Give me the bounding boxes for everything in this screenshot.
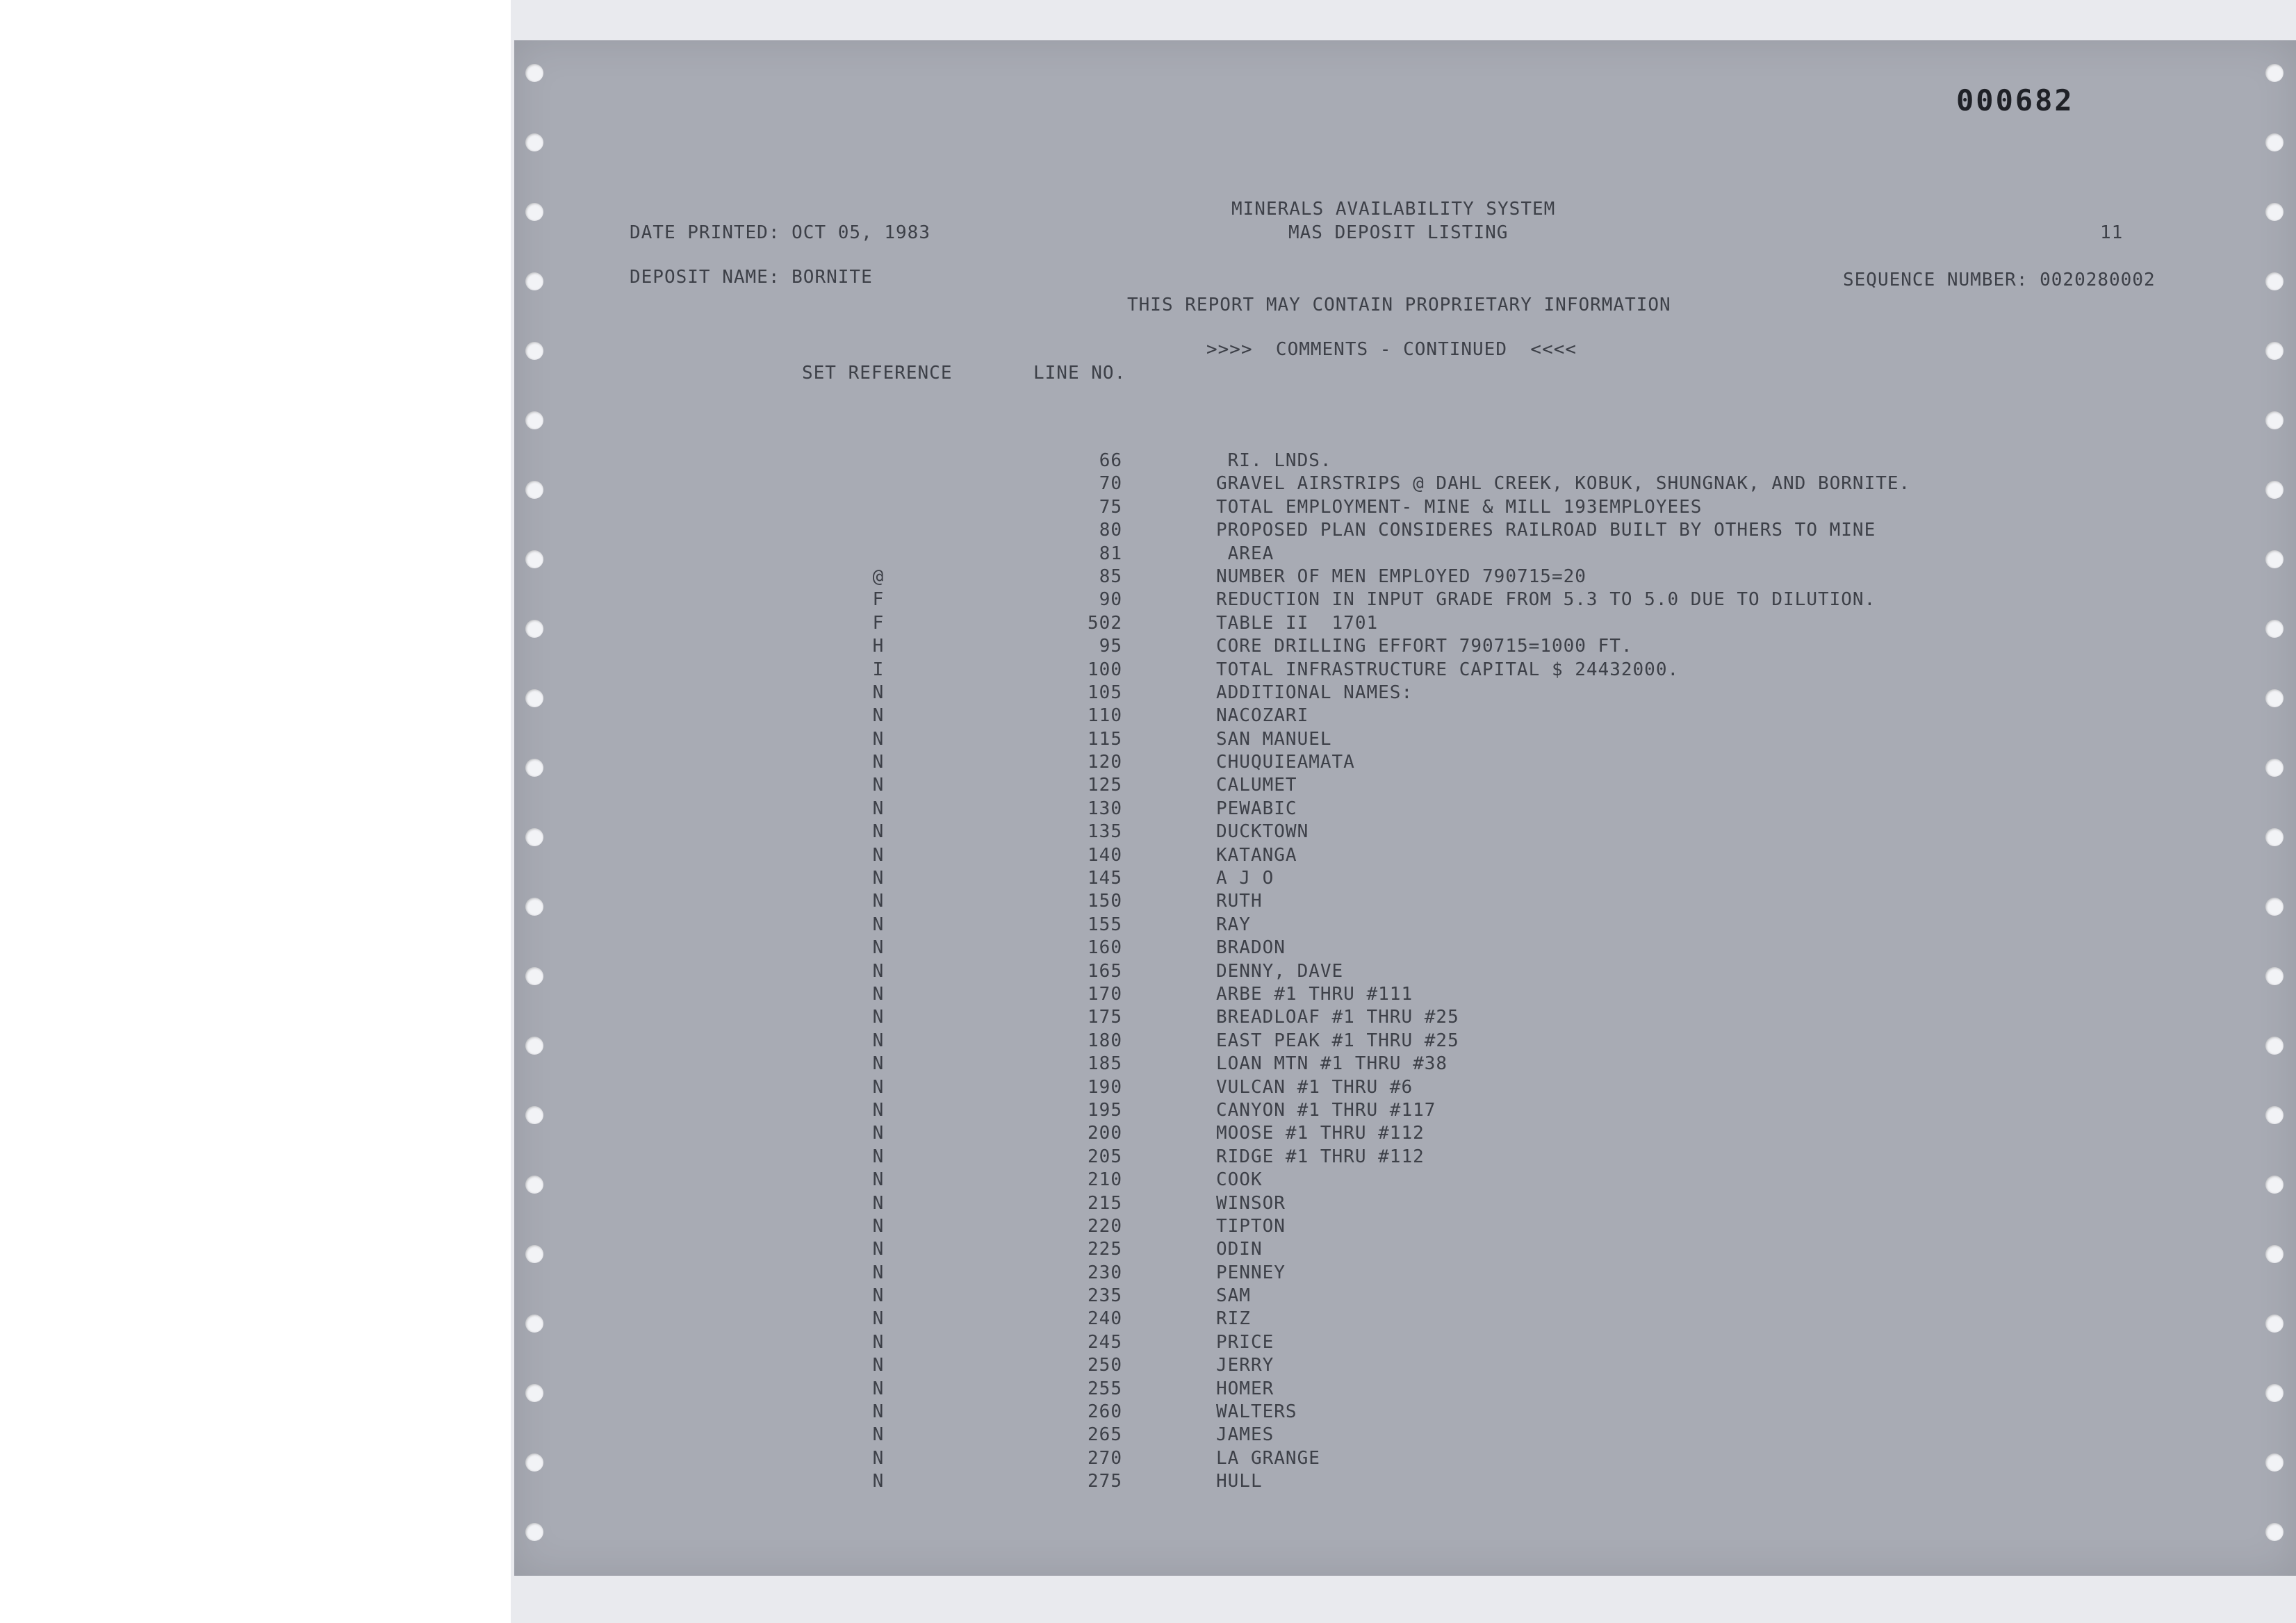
comment-cell: HULL — [1216, 1471, 1263, 1492]
table-row — [514, 1262, 2296, 1285]
set-reference-cell: N — [872, 1192, 885, 1214]
tractor-hole — [2265, 1523, 2283, 1541]
table-row — [514, 566, 2296, 589]
set-reference-cell: N — [872, 1308, 885, 1330]
sequence-number: SEQUENCE NUMBER: 0020280002 — [1843, 270, 2156, 290]
line-number-cell: 125 — [1088, 775, 1122, 796]
table-row — [514, 497, 2296, 520]
line-number-cell: 90 — [1099, 589, 1122, 611]
comment-cell: CHUQUIEAMATA — [1216, 752, 1355, 773]
set-reference-cell: N — [872, 1146, 885, 1167]
set-reference-cell: N — [872, 1030, 885, 1051]
comment-cell: JERRY — [1216, 1355, 1274, 1376]
set-reference-cell: N — [872, 1262, 885, 1283]
set-reference-cell: I — [872, 659, 885, 680]
table-row — [514, 589, 2296, 612]
comment-cell: PROPOSED PLAN CONSIDERES RAILROAD BUILT BY OTHERS TO MINE — [1216, 520, 1876, 541]
table-row — [514, 520, 2296, 543]
line-number-cell: 135 — [1088, 821, 1122, 843]
table-row — [514, 868, 2296, 891]
table-row — [514, 613, 2296, 636]
comment-cell: RAY — [1216, 914, 1251, 935]
set-reference-cell: N — [872, 1076, 885, 1098]
printout-sheet — [514, 40, 2296, 1576]
line-number-cell: 165 — [1088, 960, 1122, 982]
line-number-cell: 200 — [1088, 1123, 1122, 1144]
comment-cell: DENNY, DAVE — [1216, 960, 1344, 982]
set-reference-cell: F — [872, 589, 885, 611]
set-reference-cell: N — [872, 728, 885, 750]
tractor-hole — [525, 203, 543, 221]
comment-cell: REDUCTION IN INPUT GRADE FROM 5.3 TO 5.0 DUE TO DILUTION. — [1216, 589, 1876, 611]
line-number-cell: 80 — [1099, 520, 1122, 541]
comment-cell: JAMES — [1216, 1424, 1274, 1446]
line-number-cell: 185 — [1088, 1053, 1122, 1075]
table-row — [514, 937, 2296, 960]
comment-cell: RI. LNDS. — [1216, 450, 1332, 471]
table-row — [514, 1007, 2296, 1030]
line-no-header: LINE NO. — [1033, 363, 1126, 384]
set-reference-cell: N — [872, 1471, 885, 1492]
comment-cell: NUMBER OF MEN EMPLOYED 790715=20 — [1216, 566, 1586, 587]
tractor-hole — [525, 272, 543, 290]
line-number-cell: 190 — [1088, 1076, 1122, 1098]
comments-table — [514, 450, 2296, 1494]
set-reference-cell: N — [872, 868, 885, 889]
line-number-cell: 195 — [1088, 1099, 1122, 1121]
table-row — [514, 1471, 2296, 1494]
tractor-hole — [2265, 342, 2283, 360]
comment-cell: ODIN — [1216, 1239, 1263, 1260]
line-number-cell: 70 — [1099, 473, 1122, 495]
set-reference-cell: N — [872, 1215, 885, 1237]
tractor-hole — [525, 64, 543, 82]
listing-title: MAS DEPOSIT LISTING — [1288, 222, 1509, 243]
comment-cell: TOTAL EMPLOYMENT- MINE & MILL 193EMPLOYEES — [1216, 496, 1703, 518]
set-reference-cell: N — [872, 1123, 885, 1144]
line-number-cell: 140 — [1088, 844, 1122, 866]
tractor-hole — [525, 133, 543, 151]
comment-cell: A J O — [1216, 868, 1274, 889]
comment-cell: BREADLOAF #1 THRU #25 — [1216, 1007, 1459, 1028]
line-number-cell: 255 — [1088, 1378, 1122, 1399]
table-row — [514, 1424, 2296, 1447]
tractor-hole — [2265, 272, 2283, 290]
table-row — [514, 1077, 2296, 1100]
set-reference-cell: N — [872, 1378, 885, 1399]
table-row — [514, 450, 2296, 473]
line-number-cell: 502 — [1088, 612, 1122, 634]
comment-cell: RIZ — [1216, 1308, 1251, 1330]
set-reference-cell: N — [872, 1401, 885, 1423]
table-row — [514, 1216, 2296, 1239]
table-row — [514, 1285, 2296, 1308]
tractor-hole — [525, 1523, 543, 1541]
set-reference-cell: N — [872, 821, 885, 843]
proprietary-notice: THIS REPORT MAY CONTAIN PROPRIETARY INFORMATION — [1127, 295, 1671, 315]
line-number-cell: 110 — [1088, 705, 1122, 727]
line-number-cell: 66 — [1099, 450, 1122, 471]
line-number-cell: 220 — [1088, 1215, 1122, 1237]
comment-cell: WINSOR — [1216, 1192, 1286, 1214]
line-number-cell: 235 — [1088, 1285, 1122, 1307]
set-reference-cell: N — [872, 1239, 885, 1260]
comment-cell: BRADON — [1216, 937, 1286, 959]
table-row — [514, 705, 2296, 728]
set-reference-cell: N — [872, 682, 885, 703]
comment-cell: AREA — [1216, 543, 1274, 564]
set-reference-cell: N — [872, 1053, 885, 1075]
table-row — [514, 1332, 2296, 1355]
comment-cell: VULCAN #1 THRU #6 — [1216, 1076, 1413, 1098]
set-reference-cell: N — [872, 705, 885, 727]
line-number-cell: 150 — [1088, 891, 1122, 912]
line-number-cell: 265 — [1088, 1424, 1122, 1446]
comment-cell: RUTH — [1216, 891, 1263, 912]
set-reference-cell: N — [872, 937, 885, 959]
set-reference-cell: H — [872, 636, 885, 657]
table-row — [514, 821, 2296, 844]
table-row — [514, 752, 2296, 775]
comment-cell: ADDITIONAL NAMES: — [1216, 682, 1413, 703]
set-reference-cell: @ — [872, 566, 885, 587]
tractor-hole — [525, 342, 543, 360]
line-number-cell: 250 — [1088, 1355, 1122, 1376]
line-number-cell: 260 — [1088, 1401, 1122, 1423]
comment-cell: LA GRANGE — [1216, 1447, 1320, 1469]
table-row — [514, 1401, 2296, 1424]
set-reference-header: SET REFERENCE — [802, 363, 953, 384]
comment-cell: TIPTON — [1216, 1215, 1286, 1237]
section-title: >>>> COMMENTS - CONTINUED <<<< — [1206, 339, 1577, 360]
set-reference-cell: N — [872, 960, 885, 982]
table-row — [514, 961, 2296, 984]
comment-cell: PEWABIC — [1216, 798, 1297, 819]
table-row — [514, 1030, 2296, 1053]
set-reference-cell: N — [872, 914, 885, 935]
set-reference-cell: N — [872, 1285, 885, 1307]
tractor-hole — [525, 411, 543, 429]
line-number-cell: 205 — [1088, 1146, 1122, 1167]
set-reference-cell: N — [872, 1099, 885, 1121]
comment-cell: SAN MANUEL — [1216, 728, 1332, 750]
set-reference-cell: N — [872, 1355, 885, 1376]
system-title: MINERALS AVAILABILITY SYSTEM — [1231, 199, 1556, 220]
table-row — [514, 1123, 2296, 1146]
deposit-name: DEPOSIT NAME: BORNITE — [630, 267, 873, 288]
table-row — [514, 1100, 2296, 1123]
comment-cell: KATANGA — [1216, 844, 1297, 866]
set-reference-cell: N — [872, 844, 885, 866]
line-number-cell: 225 — [1088, 1239, 1122, 1260]
comment-cell: PENNEY — [1216, 1262, 1286, 1283]
comment-cell: HOMER — [1216, 1378, 1274, 1399]
line-number-cell: 275 — [1088, 1471, 1122, 1492]
set-reference-cell: N — [872, 775, 885, 796]
table-row — [514, 984, 2296, 1007]
comment-cell: CANYON #1 THRU #117 — [1216, 1099, 1436, 1121]
table-row — [514, 1378, 2296, 1401]
line-number-cell: 230 — [1088, 1262, 1122, 1283]
comment-cell: TABLE II 1701 — [1216, 612, 1379, 634]
comment-cell: EAST PEAK #1 THRU #25 — [1216, 1030, 1459, 1051]
comment-cell: GRAVEL AIRSTRIPS @ DAHL CREEK, KOBUK, SHUNGNAK, AND BORNITE. — [1216, 473, 1911, 495]
tractor-hole — [2265, 411, 2283, 429]
table-row — [514, 659, 2296, 682]
line-number-cell: 81 — [1099, 543, 1122, 564]
line-number-cell: 180 — [1088, 1030, 1122, 1051]
line-number-cell: 175 — [1088, 1007, 1122, 1028]
line-number-cell: 120 — [1088, 752, 1122, 773]
line-number-cell: 215 — [1088, 1192, 1122, 1214]
comment-cell: WALTERS — [1216, 1401, 1297, 1423]
comment-cell: MOOSE #1 THRU #112 — [1216, 1123, 1425, 1144]
set-reference-cell: N — [872, 1447, 885, 1469]
table-row — [514, 1308, 2296, 1331]
line-number-cell: 100 — [1088, 659, 1122, 680]
table-row — [514, 1355, 2296, 1378]
table-row — [514, 1239, 2296, 1262]
table-row — [514, 1053, 2296, 1076]
table-row — [514, 1146, 2296, 1169]
comment-cell: COOK — [1216, 1169, 1263, 1191]
comment-cell: ARBE #1 THRU #111 — [1216, 983, 1413, 1005]
line-number-cell: 95 — [1099, 636, 1122, 657]
comment-cell: SAM — [1216, 1285, 1251, 1307]
line-number-cell: 245 — [1088, 1331, 1122, 1353]
line-number-cell: 105 — [1088, 682, 1122, 703]
comment-cell: DUCKTOWN — [1216, 821, 1309, 843]
set-reference-cell: N — [872, 1169, 885, 1191]
date-printed: DATE PRINTED: OCT 05, 1983 — [630, 222, 930, 243]
comment-cell: RIDGE #1 THRU #112 — [1216, 1146, 1425, 1167]
table-row — [514, 636, 2296, 659]
table-row — [514, 914, 2296, 937]
line-number-cell: 85 — [1099, 566, 1122, 587]
line-number-cell: 155 — [1088, 914, 1122, 935]
table-row — [514, 473, 2296, 496]
table-row — [514, 775, 2296, 798]
comment-cell: NACOZARI — [1216, 705, 1309, 727]
tractor-hole — [2265, 203, 2283, 221]
comment-cell: CALUMET — [1216, 775, 1297, 796]
table-row — [514, 729, 2296, 752]
comment-cell: PRICE — [1216, 1331, 1274, 1353]
line-number-cell: 160 — [1088, 937, 1122, 959]
set-reference-cell: N — [872, 1007, 885, 1028]
set-reference-cell: N — [872, 891, 885, 912]
comment-cell: LOAN MTN #1 THRU #38 — [1216, 1053, 1448, 1075]
table-row — [514, 798, 2296, 821]
line-number-cell: 145 — [1088, 868, 1122, 889]
tractor-hole — [2265, 64, 2283, 82]
set-reference-cell: N — [872, 1424, 885, 1446]
set-reference-cell: N — [872, 752, 885, 773]
table-row — [514, 891, 2296, 914]
set-reference-cell: N — [872, 798, 885, 819]
line-number-cell: 115 — [1088, 728, 1122, 750]
table-row — [514, 543, 2296, 566]
comment-cell: TOTAL INFRASTRUCTURE CAPITAL $ 24432000. — [1216, 659, 1680, 680]
tractor-hole — [2265, 133, 2283, 151]
table-row — [514, 1193, 2296, 1216]
line-number-cell: 170 — [1088, 983, 1122, 1005]
line-number-cell: 130 — [1088, 798, 1122, 819]
table-row — [514, 1169, 2296, 1192]
set-reference-cell: F — [872, 612, 885, 634]
table-row — [514, 682, 2296, 705]
comment-cell: CORE DRILLING EFFORT 790715=1000 FT. — [1216, 636, 1633, 657]
table-row — [514, 1448, 2296, 1471]
table-row — [514, 845, 2296, 868]
set-reference-cell: N — [872, 983, 885, 1005]
line-number-cell: 270 — [1088, 1447, 1122, 1469]
page-number: 11 — [2100, 222, 2124, 243]
line-number-cell: 75 — [1099, 496, 1122, 518]
document-stamp-number: 000682 — [1956, 83, 2074, 117]
line-number-cell: 240 — [1088, 1308, 1122, 1330]
line-number-cell: 210 — [1088, 1169, 1122, 1191]
set-reference-cell: N — [872, 1331, 885, 1353]
